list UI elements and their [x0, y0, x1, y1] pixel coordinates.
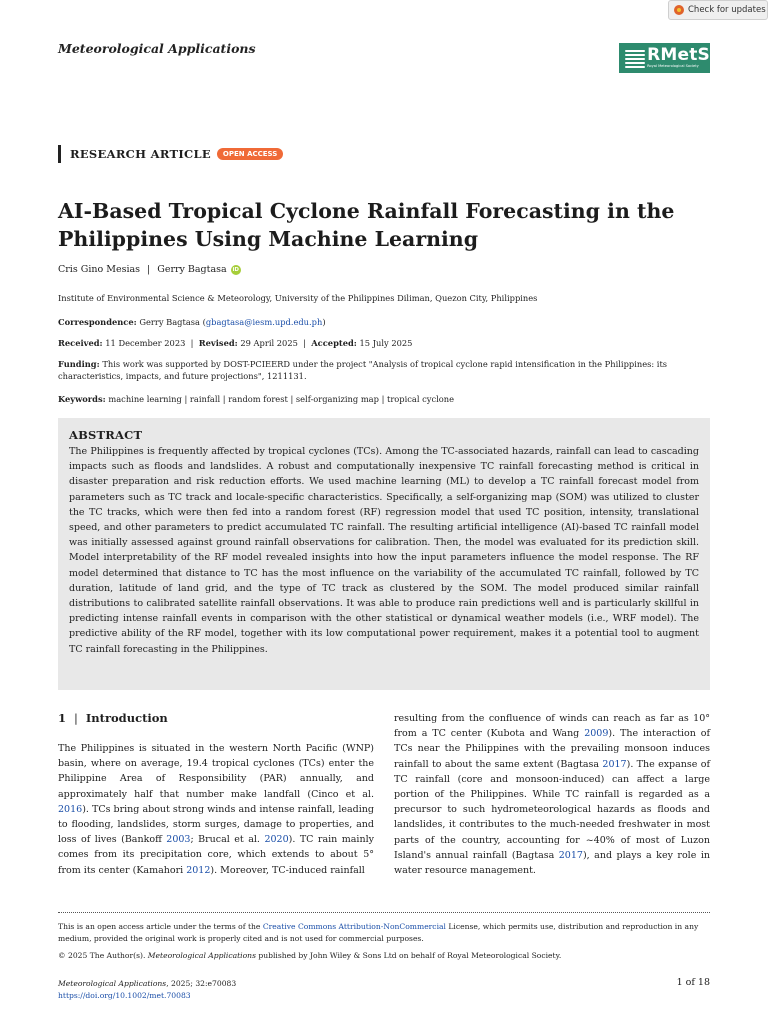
correspondence: Correspondence: Gerry Bagtasa (gbagtasa@iesm.upd.edu.ph)	[58, 317, 326, 327]
citation-link[interactable]: 2003	[166, 834, 191, 846]
page-number: 1 of 18	[676, 977, 710, 988]
author-1[interactable]: Cris Gino Mesias	[58, 264, 141, 275]
citation-link[interactable]: 2009	[584, 728, 609, 740]
citation-link[interactable]: 2017	[558, 849, 583, 861]
article-type-bar	[58, 145, 61, 163]
license-link[interactable]: Creative Commons Attribution-NonCommercial	[262, 922, 446, 931]
citation-link[interactable]: 2016	[58, 803, 83, 815]
funding: Funding: This work was supported by DOST-PCIEERD under the project "Analysis of tropical cyclone rapid intensification in the Philippines: its characteristics, impacts, and future projections", 1211131.	[58, 359, 668, 381]
citation-info: Meteorological Applications, 2025; 32:e70083 https://doi.org/10.1002/met.70083	[58, 979, 237, 1000]
citation-link[interactable]: 2017	[602, 758, 627, 770]
orcid-icon[interactable]: iD	[232, 266, 239, 273]
crossmark-icon	[674, 5, 684, 15]
logo-waves-icon	[622, 45, 645, 71]
author-list: Cris Gino Mesias | Gerry Bagtasa iD	[58, 264, 239, 275]
open-access-badge: OPEN ACCESS	[217, 148, 283, 160]
citation-link[interactable]: 2012	[186, 864, 211, 876]
correspondence-email-link[interactable]: gbagtasa@iesm.upd.edu.ph	[205, 317, 323, 327]
citation-link[interactable]: 2020	[264, 834, 289, 846]
affiliation: Institute of Environmental Science & Meteorology, University of the Philippines Diliman, Quezon City, Philippines	[58, 293, 538, 303]
author-2[interactable]: Gerry Bagtasa	[157, 264, 227, 275]
abstract-heading: ABSTRACT	[69, 428, 143, 442]
article-type-row	[58, 145, 283, 163]
rmets-logo	[619, 43, 710, 73]
abstract-text: The Philippines is frequently affected by tropical cyclones (TCs). Among the TC-associated hazards, rainfall can lead to cascading impacts such as floods and landslides. A robust and computationally inexpensive TC rainfall forecasting method is critical in disaster preparation and risk reduction efforts. We used machine learning (ML) to develop a TC rainfall forecast model from parameters such as TC track and locale-specific characteristics. Specifically, a self-organizing map (SOM) was utilized to cluster the TC tracks, which were then fed into a random forest (RF) regression model that used TC position, intensity, translational speed, and other parameters to predict accumulated TC rainfall. The resulting artificial intelligence (AI)-based TC rainfall model was initially assessed against ground rainfall observations for calibration. Then, the model was evaluated for its prediction skill. Model interpretability of the RF model revealed insights into how the input parameters influence the model response. The RF model determined that distance to TC has the most influence on the variability of the accumulated TC rainfall, followed by TC duration, latitude of land grid, and the type of TC track as clustered by the SOM. The model produced similar rainfall distributions to calibrated satellite rainfall observations. It was able to produce rain predictions well and is particularly skillful in predicting intense rainfall events in comparison with the other statistical or dynamical weather models (i.e., WRF model). The predictive ability of the RF model, together with its low computational power requirement, makes it a potential tool to augment TC rainfall forecasting in the Philippines.	[69, 446, 699, 655]
logo-subtext: Royal Meteorological Society	[647, 64, 699, 69]
abstract-box	[58, 418, 710, 690]
footer-divider	[58, 912, 710, 913]
article-type: RESEARCH ARTICLE	[70, 147, 211, 161]
logo-text: RMetS	[647, 45, 710, 66]
intro-paragraph-right: resulting from the confluence of winds can reach as far as 10° from a TC center (Kubota and Wang 2009). The interaction of TCs near the Philippines with the prevailing monsoon induces rainfall to about the same extent (Bagtasa 2017). The expanse of TC rainfall (core and monsoon-induced) can affect a large portion of the Philippines. While TC rainfall is regarded as a precursor to such hydrometeorological hazards as floods and landslides, it contributes to the much-needed freshwater in most parts of the country, accounting for ~40% of most of Luzon Island's annual rainfall (Bagtasa 2017), and plays a key role in water resource management.	[394, 713, 710, 877]
article-dates: Received: 11 December 2023 | Revised: 29 April 2025 | Accepted: 15 July 2025	[58, 338, 413, 348]
doi-link[interactable]: https://doi.org/10.1002/met.70083	[58, 991, 191, 1000]
journal-name: Meteorological Applications	[58, 41, 256, 56]
article-title: AI-Based Tropical Cyclone Rainfall Forecasting in the Philippines Using Machine Learning	[58, 199, 675, 251]
license-notice: This is an open access article under the terms of the Creative Commons Attribution-NonCommercial License, which permits use, distribution and reproduction in any medium, provided the original work is properly cited and is not used for commercial purposes.	[58, 922, 699, 943]
keywords: Keywords: machine learning | rainfall | random forest | self-organizing map | tropical cyclone	[58, 394, 455, 404]
check-for-updates-button[interactable]	[668, 0, 768, 20]
intro-paragraph-left: The Philippines is situated in the western North Pacific (WNP) basin, where on average, 19.4 tropical cyclones (TCs) enter the Philippine Area of Responsibility (PAR) annually, and approximately half that number make landfall (Cinco et al. 2016). TCs bring about strong winds and intense rainfall, leading to flooding, landslides, storm surges, damage to properties, and loss of lives (Bankoff 2003; Brucal et al. 2020). TC rain mainly comes from its precipitation core, which extends to about 5° from its center (Kamahori 2012). Moreover, TC-induced rainfall	[58, 743, 374, 876]
check-for-updates-label: Check for updates	[688, 5, 766, 15]
copyright-notice: © 2025 The Author(s). Meteorological Applications published by John Wiley & Sons Ltd on behalf of Royal Meteorological Society.	[58, 951, 562, 960]
section-heading: 1 | Introduction	[58, 711, 168, 725]
